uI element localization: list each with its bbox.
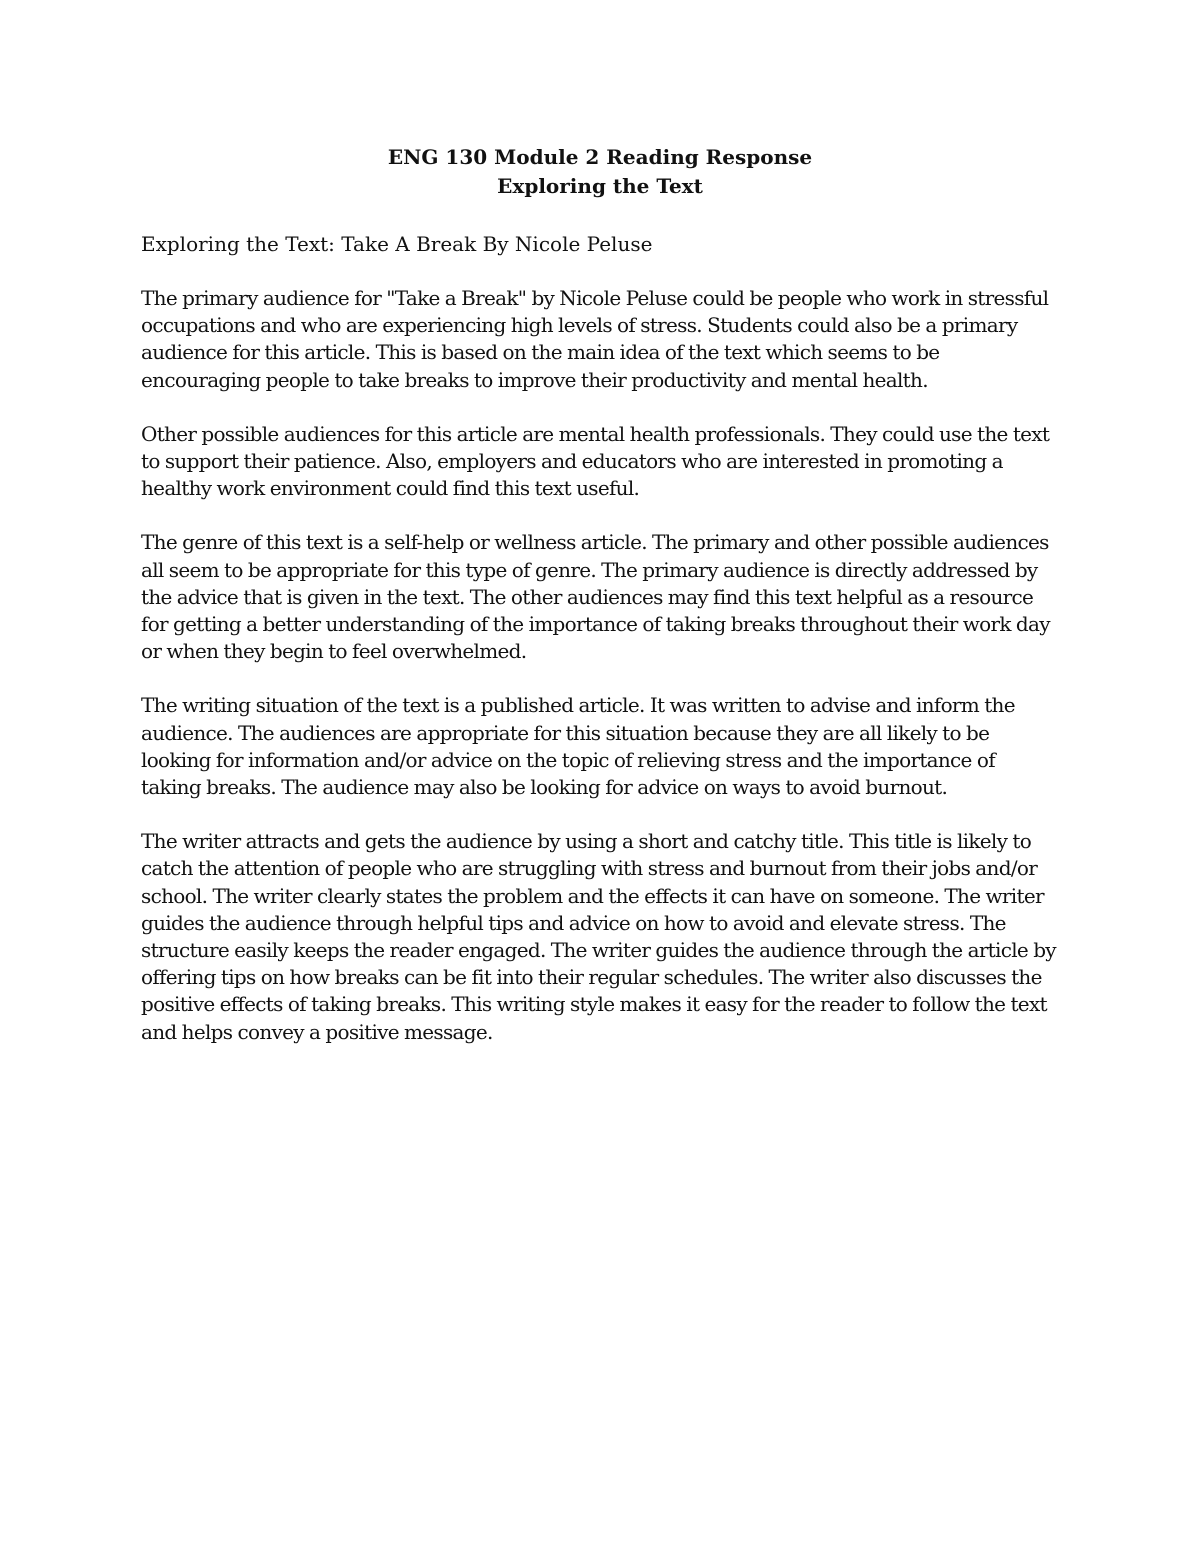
paragraph-writing-situation: The writing situation of the text is a published article. It was written to advise and inform the audience. The audiences are appropriate for this situation because they are all likely to be looking for information and/or advice on the topic of relieving stress and the importance of taking breaks. The audience may also be looking for advice on ways to avoid burnout. xyxy=(141,693,1015,800)
paragraph-primary-audience: The primary audience for "Take a Break" by Nicole Peluse could be people who work in stressful occupations and who are experiencing high levels of stress. Students could also be a primary audience for this article. This is based on the main idea of the text which seems to be encouraging people to take breaks to improve their productivity and mental health. xyxy=(141,286,1049,392)
document-subtitle-heading: Exploring the Text xyxy=(497,174,703,198)
document-title: ENG 130 Module 2 Reading Response xyxy=(387,145,813,169)
paragraph-other-audiences: Other possible audiences for this article are mental health professionals. They could use the text to support their patience. Also, employers and educators who are interested in promoting a healthy work environment could find this text useful. xyxy=(141,421,1050,501)
reading-title-line: Exploring the Text: Take A Break By Nicole Peluse xyxy=(141,232,653,256)
paragraph-genre: The genre of this text is a self-help or wellness article. The primary and other possible audiences all seem to be appropriate for this type of genre. The primary audience is directly addressed by the advice that is given in the text. The other audiences may find this text helpful as a resource for getting a better understanding of the importance of taking breaks throughout their work day or when they begin to feel overwhelmed. xyxy=(141,530,1050,664)
document-body xyxy=(141,143,1059,1046)
paragraph-writer-strategy: The writer attracts and gets the audience by using a short and catchy title. This title is likely to catch the attention of people who are struggling with stress and burnout from their jobs and/or school. The writer clearly states the problem and the effects it can have on someone. The writer guides the audience through helpful tips and advice on how to avoid and elevate stress. The structure easily keeps the reader engaged. The writer guides the audience through the article by offering tips on how breaks can be fit into their regular schedules. The writer also discusses the positive effects of taking breaks. This writing style makes it easy for the reader to follow the text and helps convey a positive message. xyxy=(141,829,1056,1044)
